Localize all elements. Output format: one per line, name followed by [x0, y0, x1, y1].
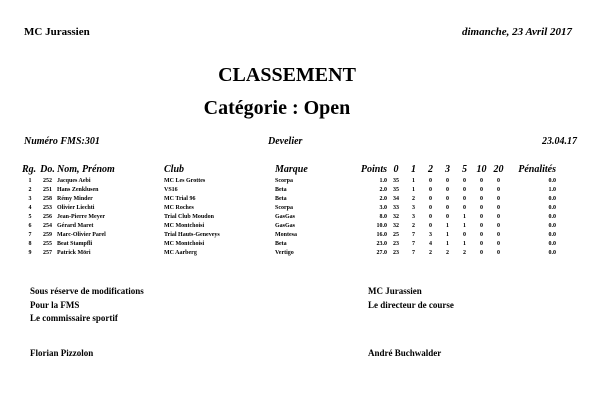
cell-one: 3 — [412, 205, 415, 211]
cell-two: 2 — [429, 250, 432, 256]
table-row — [22, 186, 556, 195]
event-date: 23.04.17 — [542, 136, 577, 147]
cell-two: 0 — [429, 223, 432, 229]
cell-penalties: 0.0 — [548, 232, 556, 238]
cell-points: 23.0 — [376, 241, 387, 247]
cell-bib: 252 — [43, 178, 52, 184]
cell-name: Gérard Maret — [57, 223, 94, 229]
cell-zero: 23 — [393, 241, 399, 247]
cell-three: 2 — [446, 250, 449, 256]
cell-ten: 0 — [480, 205, 483, 211]
col-header-rank: Rg. — [22, 164, 37, 175]
col-header-brand: Marque — [275, 164, 308, 175]
cell-ten: 0 — [480, 250, 483, 256]
cell-points: 2.0 — [379, 196, 387, 202]
cell-zero: 25 — [393, 232, 399, 238]
cell-points: 1.0 — [379, 178, 387, 184]
cell-brand: Beta — [275, 241, 287, 247]
cell-rank: 8 — [28, 241, 32, 247]
category-subtitle: Catégorie : Open — [203, 97, 351, 119]
cell-one: 7 — [412, 241, 415, 247]
cell-five: 1 — [463, 223, 466, 229]
footer-director-name: André Buchwalder — [368, 348, 442, 358]
cell-one: 1 — [412, 187, 415, 193]
cell-club: VS16 — [164, 187, 178, 193]
cell-name: Jacques Aebi — [57, 178, 91, 184]
cell-ten: 0 — [480, 187, 483, 193]
cell-three: 1 — [446, 232, 449, 238]
cell-name: Hans Zenklusen — [57, 187, 99, 193]
cell-two: 0 — [429, 187, 432, 193]
cell-brand: Montesa — [275, 232, 297, 238]
cell-club: MC Trial 96 — [164, 196, 196, 202]
cell-three: 0 — [446, 214, 449, 220]
cell-twenty: 0 — [497, 250, 500, 256]
cell-club: MC Montchoisi — [164, 223, 205, 229]
cell-points: 27.0 — [376, 250, 387, 256]
cell-bib: 258 — [43, 196, 52, 202]
cell-twenty: 0 — [497, 178, 500, 184]
cell-zero: 34 — [393, 196, 399, 202]
col-header-penalties: Pénalités — [518, 164, 556, 175]
footer-director-title: Le directeur de course — [368, 300, 454, 310]
cell-club: Trial Club Moudon — [164, 214, 214, 220]
col-header-two: 2 — [428, 164, 433, 175]
cell-five: 1 — [463, 214, 466, 220]
cell-club: MC Aarberg — [164, 250, 197, 256]
cell-rank: 3 — [28, 196, 32, 202]
cell-one: 2 — [412, 223, 415, 229]
cell-three: 0 — [446, 205, 449, 211]
cell-points: 3.0 — [379, 205, 387, 211]
cell-penalties: 0.0 — [548, 196, 556, 202]
cell-brand: GasGas — [275, 223, 296, 229]
cell-bib: 255 — [43, 241, 52, 247]
cell-zero: 35 — [393, 187, 399, 193]
cell-twenty: 0 — [497, 223, 500, 229]
col-header-zero: 0 — [393, 164, 399, 175]
col-header-one: 1 — [411, 164, 416, 175]
table-row — [22, 222, 556, 231]
cell-brand: Beta — [275, 187, 287, 193]
cell-zero: 32 — [393, 223, 399, 229]
cell-rank: 6 — [28, 223, 32, 229]
cell-rank: 7 — [28, 232, 32, 238]
footer-commissioner-name: Florian Pizzolon — [30, 348, 94, 358]
cell-penalties: 0.0 — [548, 178, 556, 184]
cell-points: 8.0 — [379, 214, 387, 220]
cell-penalties: 0.0 — [548, 214, 556, 220]
cell-zero: 23 — [393, 250, 399, 256]
cell-twenty: 0 — [497, 196, 500, 202]
cell-bib: 259 — [43, 232, 52, 238]
cell-bib: 257 — [43, 250, 52, 256]
event-number: Numéro FMS:301 — [24, 136, 100, 147]
cell-one: 7 — [412, 250, 415, 256]
col-header-name: Nom, Prénom — [57, 164, 115, 175]
cell-five: 2 — [463, 250, 466, 256]
table-row — [22, 177, 556, 186]
cell-bib: 256 — [43, 214, 52, 220]
cell-rank: 1 — [28, 178, 32, 184]
cell-brand: Scorpa — [275, 205, 293, 211]
table-row — [22, 231, 556, 240]
col-header-bib: Do. — [40, 164, 55, 175]
cell-three: 1 — [446, 223, 449, 229]
cell-three: 0 — [446, 178, 449, 184]
cell-name: Beat Stampfli — [57, 241, 93, 247]
cell-club: MC Les Grottes — [164, 178, 206, 184]
footer-commissioner-title: Le commissaire sportif — [30, 313, 118, 323]
cell-club: MC Roches — [164, 205, 194, 211]
cell-five: 0 — [463, 232, 466, 238]
cell-five: 0 — [463, 187, 466, 193]
table-row — [22, 204, 556, 213]
cell-brand: Beta — [275, 196, 287, 202]
footer-reserve: Sous réserve de modifications — [30, 286, 144, 296]
cell-points: 2.0 — [379, 187, 387, 193]
col-header-three: 3 — [445, 164, 450, 175]
cell-points: 10.0 — [376, 223, 387, 229]
cell-ten: 0 — [480, 214, 483, 220]
cell-ten: 0 — [480, 223, 483, 229]
cell-name: Jean-Pierre Meyer — [57, 214, 106, 220]
footer-for-fms: Pour la FMS — [30, 300, 80, 310]
cell-two: 0 — [429, 196, 432, 202]
cell-name: Patrick Möri — [57, 250, 91, 256]
cell-one: 3 — [412, 214, 415, 220]
footer-club: MC Jurassien — [368, 286, 422, 296]
cell-three: 0 — [446, 196, 449, 202]
cell-bib: 253 — [43, 205, 52, 211]
cell-two: 4 — [429, 241, 432, 247]
cell-ten: 0 — [480, 241, 483, 247]
cell-twenty: 0 — [497, 205, 500, 211]
cell-rank: 4 — [28, 205, 32, 211]
table-row — [22, 240, 556, 249]
results-table — [22, 163, 556, 258]
cell-ten: 0 — [480, 178, 483, 184]
cell-twenty: 0 — [497, 241, 500, 247]
cell-rank: 2 — [28, 187, 32, 193]
cell-one: 7 — [412, 232, 415, 238]
cell-brand: GasGas — [275, 214, 296, 220]
cell-three: 1 — [446, 241, 449, 247]
col-header-points: Points — [360, 164, 387, 175]
cell-two: 3 — [429, 232, 432, 238]
page-title: CLASSEMENT — [218, 64, 356, 86]
col-header-twenty: 20 — [493, 164, 504, 175]
cell-zero: 32 — [393, 214, 399, 220]
cell-name: Olivier Liechti — [57, 205, 95, 211]
cell-name: Marc-Olivier Parel — [57, 232, 106, 238]
cell-penalties: 0.0 — [548, 205, 556, 211]
cell-five: 0 — [463, 205, 466, 211]
cell-five: 0 — [463, 178, 466, 184]
cell-points: 16.0 — [376, 232, 387, 238]
cell-zero: 35 — [393, 178, 399, 184]
cell-penalties: 1.0 — [548, 187, 556, 193]
cell-one: 1 — [412, 178, 415, 184]
cell-bib: 251 — [43, 187, 52, 193]
cell-name: Rémy Minder — [57, 196, 93, 202]
header-club: MC Jurassien — [24, 26, 90, 38]
cell-one: 2 — [412, 196, 415, 202]
cell-penalties: 0.0 — [548, 223, 556, 229]
event-location: Develier — [268, 136, 303, 147]
cell-rank: 5 — [28, 214, 32, 220]
cell-twenty: 0 — [497, 214, 500, 220]
cell-two: 0 — [429, 178, 432, 184]
table-header-row — [22, 163, 556, 177]
col-header-ten: 10 — [476, 164, 487, 175]
cell-zero: 33 — [393, 205, 399, 211]
cell-club: Trial Hauts-Geneveys — [164, 232, 220, 238]
table-row — [22, 249, 556, 258]
cell-brand: Vertigo — [275, 250, 294, 256]
cell-twenty: 0 — [497, 187, 500, 193]
cell-ten: 0 — [480, 196, 483, 202]
table-row — [22, 195, 556, 204]
cell-penalties: 0.0 — [548, 250, 556, 256]
cell-twenty: 0 — [497, 232, 500, 238]
cell-rank: 9 — [28, 250, 32, 256]
header-date: dimanche, 23 Avril 2017 — [462, 26, 572, 38]
cell-bib: 254 — [43, 223, 52, 229]
cell-club: MC Montchoisi — [164, 241, 205, 247]
cell-penalties: 0.0 — [548, 241, 556, 247]
cell-three: 0 — [446, 187, 449, 193]
cell-two: 0 — [429, 214, 432, 220]
col-header-club: Club — [164, 164, 185, 175]
table-row — [22, 213, 556, 222]
results-body — [22, 177, 556, 258]
cell-brand: Scorpa — [275, 178, 293, 184]
col-header-five: 5 — [462, 164, 467, 175]
cell-five: 1 — [463, 241, 466, 247]
cell-five: 0 — [463, 196, 466, 202]
cell-two: 0 — [429, 205, 432, 211]
cell-ten: 0 — [480, 232, 483, 238]
